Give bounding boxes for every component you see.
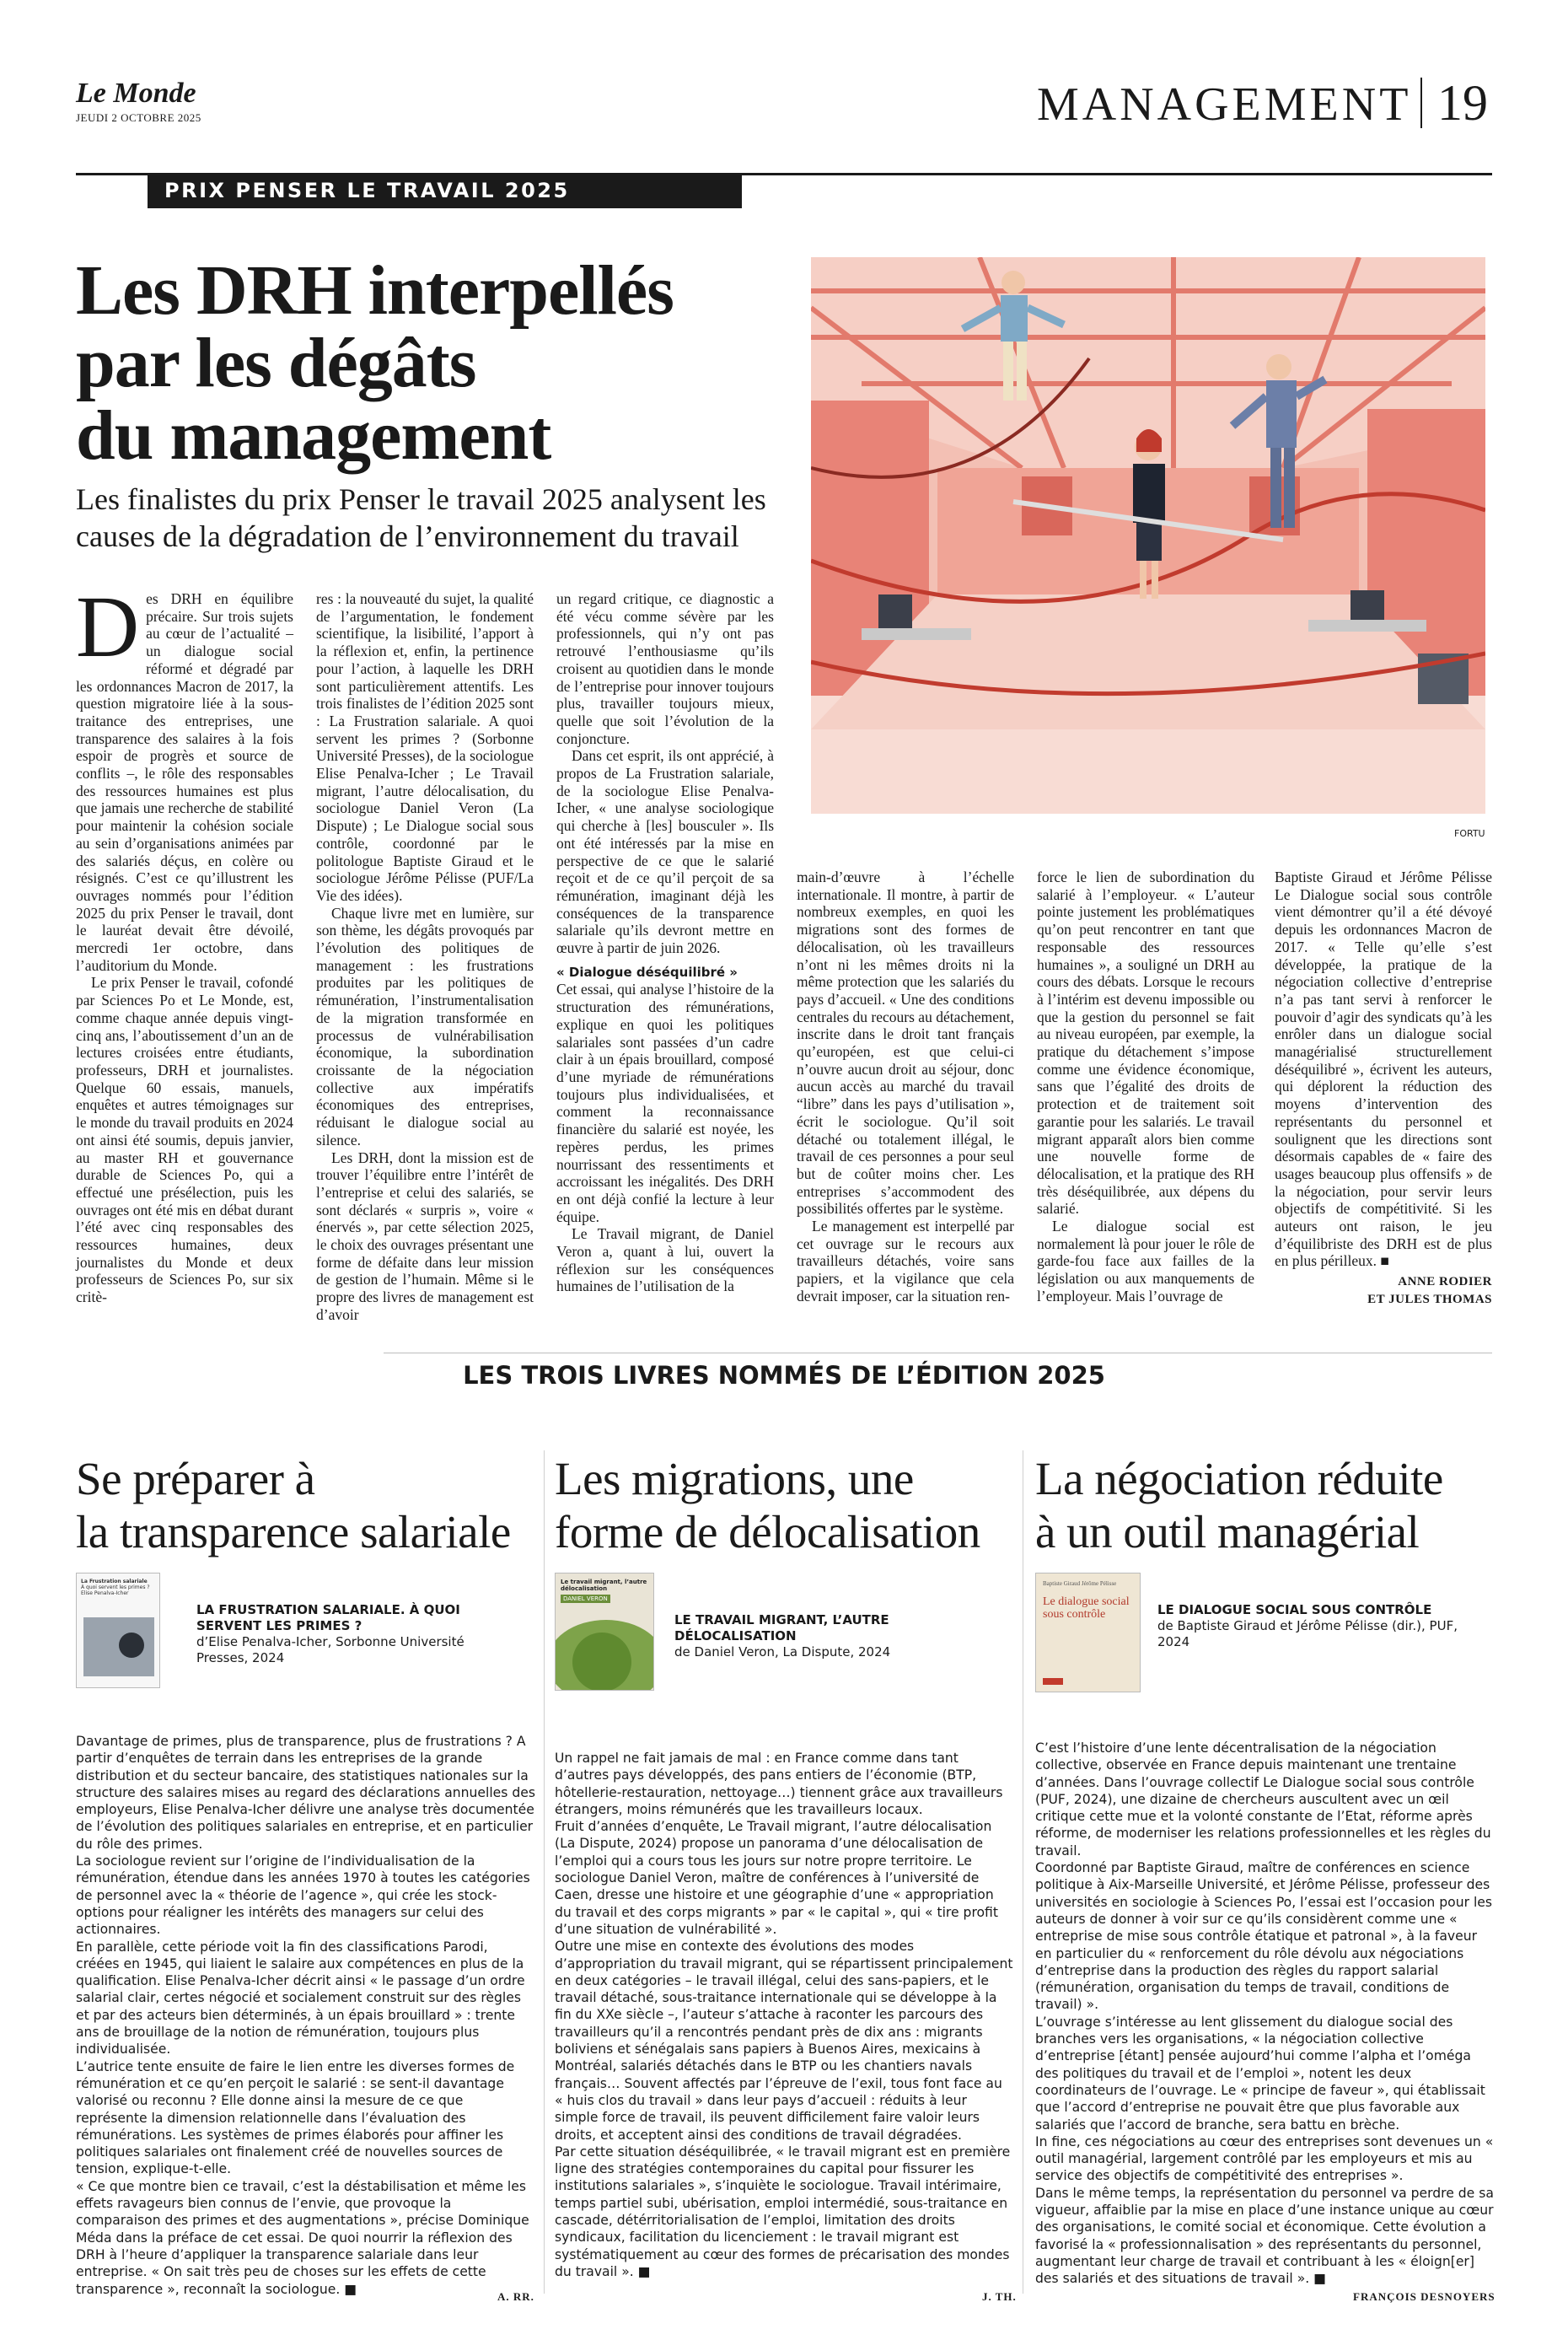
heading-line: La négociation réduite — [1035, 1453, 1443, 1504]
paragraph: un regard critique, ce diagnostic a été vécu comme sévère par les professionnels, qui n’y ont pas retrouvé l’enthousiasme qu’ils croisent au quotidien dans le monde de l’entreprise pour innover toujours plus, travailler toujours mieux, quelle que soit l’évolution de la conjoncture. — [556, 590, 774, 747]
paragraph: « Ce que montre bien ce travail, c’est la déstabilisation et même les effets ravageurs bien connus de l’envie, que provoque la comparaison des primes et des augmentations », précise Dominique Méda dans la préface de cet essai. De quoi nourrir la réflexion des DRH à l’heure d’appliquer la transparence salariale dans leur entreprise. « On sait très peu de choses sur les effets de cette transparence », reconnaît la sociologue. ■ — [76, 2178, 529, 2297]
dropcap: D — [76, 578, 140, 675]
paragraph: Chaque livre met en lumière, sur son thème, les dégâts provoqués par l’évolution des politiques de management : les frustrations produites par les politiques de rémunération, l’instrumentalisation de la migration transformée en processus de vulnérabilisation économique, la subordination croissante de la négociation collective aux impératifs économiques des entreprises, réduisant le dialogue social au silence. — [316, 904, 534, 1148]
book-2-text — [555, 1750, 1014, 2280]
paragraph: Le management est interpellé par cet ouvrage sur le recours aux travailleurs détachés, voire sans papiers, et la vigilance que cela devrait imposer, car la situation ren- — [797, 1218, 1014, 1304]
book-1-heading — [76, 1452, 535, 1558]
book-3-signature: FRANÇOIS DESNOYERS — [1353, 2290, 1496, 2303]
cover-author: Elise Penalva-Icher — [81, 1590, 129, 1596]
book-meta: d’Elise Penalva-Icher, Sorbonne Université Presses, 2024 — [196, 1634, 464, 1665]
paragraph: L’ouvrage s’intéresse au lent glissement du dialogue social des branches vers les organisations, « la négociation collective d’entreprise [étant] pensée aujourd’hui comme l’alpha et l’oméga des politiques du travail et de l’emploi », notent les deux coordinateurs de l’ouvrage. Le « principe de faveur », qui établissait que l’accord d’entreprise ne pouvait être que plus favorable aux salariés que l’accord de branche, sera battu en brèche. — [1035, 2014, 1485, 2133]
article-column-6 — [1275, 869, 1492, 1309]
book-3-info — [1157, 1602, 1478, 1650]
book-2-cover — [555, 1573, 654, 1691]
paragraph: L’autrice tente ensuite de faire le lien entre les diverses formes de rémunération et ce qu’en perçoit le salarié : se sent-il davantage valorisé ou reconnu ? Elle donne ainsi la mesure de ce que représente la dimension relationnelle dans l’évaluation des rémunérations. Les systèmes de primes élaborés pour affiner les politiques salariales ont finalement créé de nouvelles sources de tension, explique-t-elle. — [76, 2058, 515, 2177]
paragraph: Le dialogue social est normalement là pour jouer le rôle de garde-fou face aux failles de la législation ou aux manquements de l’employeur. Mais l’ouvrage de — [1037, 1218, 1254, 1304]
paragraph: Baptiste Giraud et Jérôme Pélisse Le Dialogue social sous contrôle vient démontrer qu’il a été dévoyé depuis les ordonnances Macron de 2017. « Telle qu’elle s’est développée, la pratique de la négociation collective d’entreprise n’a pas tant servi à renforcer le pouvoir d’agir des syndicats qu’à les enrôler dans un dialogue social managérialisé structurellement déséquilibré », écrivent les auteurs, qui déplorent la réduction des moyens d’intervention des représentants du personnel et soulignent que les directions sont désormais capables de « faire des usages beaucoup plus offensifs » de la négociation, pour servir leurs objectifs de compétitivité. Si les auteurs ont raison, le jeu d’équilibriste des DRH est de plus en plus périlleux. ■ — [1275, 869, 1492, 1270]
paragraph: Dans le même temps, la représentation du personnel va perdre de sa vigueur, affaiblie par la mise en place d’une instance unique au cœur des organisations, le comité social et économique. Cette évolution a favorisé la « professionnalisation » des représentants du personnel, augmentant leur charge de travail et contribuant à les « éloign[er] des salariés et des situations de travail ». ■ — [1035, 2185, 1494, 2287]
newspaper-logo: Le Monde — [76, 78, 196, 109]
section-divider — [1420, 78, 1422, 128]
paragraph: En parallèle, cette période voit la fin des classifications Parodi, créées en 1945, qui liaient le salaire aux compétences en plus de la qualification. Elise Penalva-Icher décrit ainsi « le passage d’un ordre salarial clair, certes négocié et socialement construit sur des règles et par des acteurs bien déterminés, à un épais brouillard » : trente ans de brouillage de la notion de rémunération, toujours plus individualisée. — [76, 1939, 525, 2058]
book-3-cover — [1035, 1573, 1141, 1692]
headline-line: par les dégâts — [76, 324, 476, 402]
paragraph: main-d’œuvre à l’échelle internationale. Il montre, à partir de nombreux exemples, en quoi les migrations sont des formes de délocalisation, où les travailleurs n’ont ni les mêmes droits ni la même protection que les salariés du pays d’accueil. « Une des conditions centrales du recours au détachement, inscrite dans le droit tant français qu’européen, est que celui-ci n’ouvre aucun droit au séjour, donc aucun accès au marché du travail “libre” dans les pays d’utilisation », écrit le sociologue. Qu’il soit détaché ou totalement illégal, le travail de ces personnes a pour seul but de coûter moins cher. Les entreprises s’accommodent des possibilités offertes par le système. — [797, 869, 1014, 1218]
issue-date: JEUDI 2 OCTOBRE 2025 — [76, 111, 201, 124]
cover-author: Baptiste Giraud Jérôme Pélisse — [1043, 1580, 1117, 1587]
book-title: LA FRUSTRATION SALARIALE. À QUOI SERVENT LES PRIMES ? — [196, 1602, 460, 1633]
paragraph: Le Travail migrant, de Daniel Veron a, quant à lui, ouvert la réflexion sur les conséquences humaines de l’utilisation de la — [556, 1225, 774, 1295]
signature: ET JULES THOMAS — [1367, 1292, 1492, 1306]
paragraph: Davantage de primes, plus de transparence, plus de frustrations ? A partir d’enquêtes de terrain dans les entreprises de la grande distribution et du secteur bancaire, des statistiques nationales sur la structure des salaires mises au regard des déclarations annuelles des employeurs, Elise Penalva-Icher délivre une analyse très documentée de l’évolution des politiques salariales en entreprise, et en particulier du rôle des primes. — [76, 1734, 535, 1852]
paragraph: Fruit d’années d’enquête, Le Travail migrant, l’autre délocalisation (La Dispute, 2024) propose un panorama d’une délocalisation de l’emploi qui a cours tous les jours sur notre propre territoire. Le sociologue Daniel Veron, maître de conférences à l’université de Caen, dresse une histoire et une géographie d’une « appropriation du travail et des corps migrants » par « le capital », qui « tire profit d’une situation de vulnérabilité ». — [555, 1819, 998, 1937]
paragraph: Dans cet esprit, ils ont apprécié, à propos de La Frustration salariale, de la sociologue Elise Penalva-Icher, « une analyse sociologique qui cherche à [les] bousculer ». Ils ont été intéressés par la mise en perspective de ce que le salarié reçoit et de ce qu’il perçoit de sa rémunération, imaginant déjà les conséquences de la transparence salariale qu’ils devront mettre en œuvre à partir de juin 2026. — [556, 747, 774, 957]
article-column-3 — [556, 590, 774, 1295]
cover-title: Le dialogue social sous contrôle — [1043, 1595, 1130, 1621]
paragraph: Cet essai, qui analyse l’histoire de la structuration des rémunérations, explique en quoi les politiques salariales sont passées d’un cadre clair à un épais brouillard, composé d’une myriade de rémunérations toujours plus individualisées, et comment la reconnaissance financière du salarié est noyée, les repères perdus, les primes nourrissant des ressentiments et accroissant les inégalités. Des DRH en ont déjà confié la lecture à leur équipe. — [556, 981, 774, 1225]
book-1-signature: A. RR. — [497, 2290, 534, 2303]
book-1-text — [76, 1733, 535, 2298]
book-title: LE DIALOGUE SOCIAL SOUS CONTRÔLE — [1157, 1602, 1432, 1617]
column-divider — [544, 1450, 545, 2294]
heading-line: Les migrations, une — [555, 1453, 914, 1504]
heading-line: à un outil managérial — [1035, 1506, 1420, 1557]
book-meta: de Daniel Veron, La Dispute, 2024 — [674, 1644, 891, 1660]
book-1-cover — [76, 1573, 160, 1688]
illustration-credit: FORTU — [1454, 828, 1485, 839]
section-name: MANAGEMENT — [1037, 78, 1412, 131]
cover-title: Le travail migrant, l’autre délocalisation — [561, 1579, 647, 1592]
paragraph: In fine, ces négociations au cœur des entreprises sont devenues un « outil managérial, largement contrôlé par les employeurs et mis au service des objectifs de compétitivité des entreprises ». — [1035, 2133, 1494, 2184]
headline — [76, 251, 801, 475]
heading-line: la transparence salariale — [76, 1506, 511, 1557]
article-column-1 — [76, 578, 294, 1306]
book-meta: de Baptiste Giraud et Jérôme Pélisse (dir.), PUF, 2024 — [1157, 1618, 1458, 1649]
book-2-heading — [555, 1452, 1014, 1558]
paragraph: force le lien de subordination du salarié à l’employeur. « L’auteur pointe justement les problématiques qu’on peut rencontrer en tant que responsable des ressources humaines », a souligné un DRH au cours des débats. Lorsque le recours à l’intérim est devenu impossible ou que la gestion du personnel se fait au niveau européen, par exemple, la pratique du détachement s’impose comme une évidence économique, sans que l’égalité des droits de protection et de traitement soit garantie pour les salariés. Le travail migrant apparaît alors bien comme une nouvelle forme de délocalisation, et la pratique des RH très déséquilibrée, aux dépens du salarié. — [1037, 869, 1254, 1218]
intertitle: « Dialogue déséquilibré » — [556, 964, 738, 980]
paragraph: Le prix Penser le travail, cofondé par Sciences Po et Le Monde, est, comme chaque année depuis vingt-cinq ans, l’aboutissement d’un an de lectures croisées entre étudiants, professeurs, DRH et journalistes. Quelque 60 essais, manuels, enquêtes et autres témoignages sur le monde du travail produits en 2024 ont ainsi été soumis, depuis janvier, au master RH et gouvernance durable de Sciences Po, qui a effectué une présélection, puis les ouvrages ont été mis en débat durant l’été avec cinq responsables des ressources humaines, deux journalistes du Monde et deux professeurs de Sciences Po, sur six critè- — [76, 974, 293, 1306]
headline-line: du management — [76, 396, 551, 475]
paragraph: res : la nouveauté du sujet, la qualité de l’argumentation, le fondement scientifique, la lisibilité, l’apport à la réflexion et, enfin, la pertinence pour l’action, à laquelle les DRH sont particulièrement attentifs. Les trois finalistes de l’édition 2025 sont : La Frustration salariale. A quoi servent les primes ? (Sorbonne Université Presses), de la sociologue Elise Penalva-Icher ; Le Travail migrant, l’autre délocalisation, du sociologue Daniel Veron (La Dispute) ; Le Dialogue social sous contrôle, coordonné par le politologue Baptiste Giraud et le sociologue Jérôme Pélisse (PUF/La Vie des idées). — [316, 590, 534, 904]
paragraph: Coordonné par Baptiste Giraud, maître de conférences en science politique à Aix-Marseille Université, et Jérôme Pélisse, professeur des universités en sociologie à Sciences Po, l’essai est l’occasion pour les auteurs de donner à voir sur ce qu’ils considèrent comme une « entreprise de mise sous contrôle étatique et patronal », à la faveur en particulier du « renforcement du rôle dévolu aux négociations d’entreprise dans la production des règles du rapport salarial (rémunération, organisation du temps de travail, conditions de travail) ». — [1035, 1860, 1492, 2013]
paragraph: es DRH en équilibre précaire. Sur trois sujets au cœur de l’actualité – un dialogue social réformé et dégradé par les ordonnances Macron de 2017, la question migratoire liée à la sous-traitance des entreprises, une transparence des salaires à la fois espoir de progrès et source de conflits –, le rôle des responsables des ressources humaines est plus que jamais une recherche de stabilité pour maintenir la cohésion sociale au sein d’organisations animées par des salariés déçus, en colère ou résignés. C’est ce qu’illustrent les ouvrages nommés pour l’édition 2025 du prix Penser le travail, dont le lauréat devait être dévoilé, mercredi 1er octobre, dans l’auditorium du Monde. — [76, 590, 294, 974]
heading-line: Se préparer à — [76, 1453, 315, 1504]
subheadline: Les finalistes du prix Penser le travail 2025 analysent les causes de la dégradation de l’environnement du travail — [76, 482, 766, 553]
cover-author: DANIEL VERON — [561, 1595, 610, 1603]
cover-subtitle: À quoi servent les primes ? — [81, 1584, 150, 1590]
illustration — [811, 257, 1485, 814]
kicker: PRIX PENSER LE TRAVAIL 2025 — [164, 179, 570, 202]
cover-title: La Frustration salariale — [81, 1579, 148, 1584]
box-title: LES TROIS LIVRES NOMMÉS DE L’ÉDITION 2025 — [463, 1361, 1105, 1390]
paragraph: Outre une mise en contexte des évolutions des modes d’appropriation du travail migrant, qui se répartissent principalement en deux catégories – le travail illégal, celui des sans-papiers, et le travail détaché, sous-traitance internationale qui se développe à la fin du XXe siècle –, l’auteur s’attache à raconter les parcours des travailleurs qu’il a rencontrés pendant près de dix ans : migrants boliviens et sénégalais sans papiers à Buenos Aires, mexicains à Montréal, salariés détachés dans le BTP ou les chantiers navals français… Souvent affectés par l’épreuve de l’exil, tous font face au « huis clos du travail » dans leur pays d’accueil : réduits à leur simple force de travail, ils peuvent difficilement faire valoir leurs droits, et acceptent ainsi des conditions de travail dégradées. — [555, 1939, 1013, 2143]
page-number: 19 — [1437, 75, 1488, 131]
headline-line: Les DRH interpellés — [76, 251, 674, 330]
paragraph: La sociologue revient sur l’origine de l’individualisation de la rémunération, étendue dans les années 1970 à toutes les catégories de personnel avec la « théorie de l’agence », qui crée les stock-options pour réaligner les intérêts des managers sur celui des actionnaires. — [76, 1853, 530, 1938]
article-column-4 — [797, 869, 1014, 1305]
book-1-info — [196, 1602, 466, 1666]
paragraph: Les DRH, dont la mission est de trouver l’équilibre entre l’intérêt de l’entreprise et celui des salariés, se sont déclarés « surpris », voire « énervés », par cette sélection 2025, le choix des ouvrages présentant une forme de défaite dans leur mission de gestion de l’humain. Même si le propre des livres de management est d’avoir — [316, 1148, 534, 1323]
signature: ANNE RODIER — [1398, 1275, 1492, 1289]
book-3-heading — [1035, 1452, 1495, 1558]
paragraph: C’est l’histoire d’une lente décentralisation de la négociation collective, observée en France depuis maintenant une trentaine d’années. Dans l’ouvrage collectif Le Dialogue social sous contrôle (PUF, 2024), une dizaine de chercheurs auscultent avec un œil critique cette mue et la volonté constante de l’Etat, réforme après réforme, de moderniser les relations professionnelles et les règles du travail. — [1035, 1740, 1491, 1859]
paragraph: Par cette situation déséquilibrée, « le travail migrant est en première ligne des stratégies contemporaines du capital pour fissurer les institutions salariales », s’inquiète le sociologue. Travail intérimaire, temps partiel subi, ubérisation, emploi intermédié, sous-traitance en cascade, détérritorialisation de l’emploi, limitation des droits syndicaux, facilitation du licenciement : le travail migrant est systématiquement au cœur des formes de précarisation des mondes du travail ». ■ — [555, 2144, 1011, 2279]
paragraph: Un rappel ne fait jamais de mal : en France comme dans tant d’autres pays développés, des pans entiers de l’économie (BTP, hôtellerie-restauration, nettoyage…) tiennent grâce aux travailleurs étrangers, moins rémunérés que les travailleurs locaux. — [555, 1751, 1003, 1817]
article-column-5 — [1037, 869, 1254, 1305]
article-column-2 — [316, 590, 534, 1324]
book-2-signature: J. TH. — [982, 2290, 1017, 2303]
book-3-text — [1035, 1740, 1495, 2288]
book-title: LE TRAVAIL MIGRANT, L’AUTRE DÉLOCALISATION — [674, 1612, 889, 1643]
heading-line: forme de délocalisation — [555, 1506, 980, 1557]
book-2-info — [674, 1612, 978, 1660]
